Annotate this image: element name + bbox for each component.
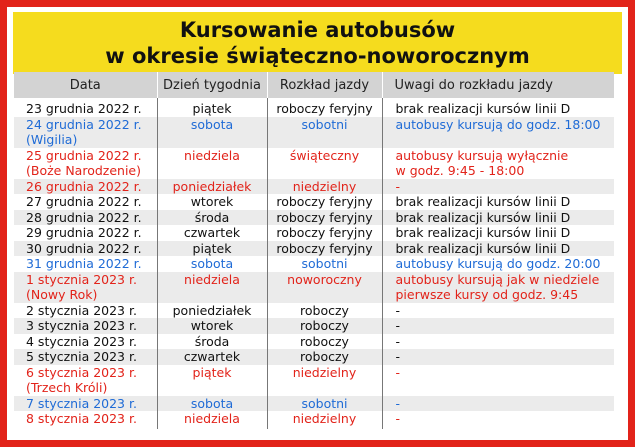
- cell-day-line: środa: [194, 333, 230, 349]
- cell-schedule-line: niedzielny: [292, 411, 357, 426]
- cell-notes-line: -: [395, 178, 401, 194]
- cell-schedule-line: roboczy: [300, 318, 349, 333]
- table-header-row: [14, 72, 614, 98]
- cell-date: [14, 411, 157, 429]
- cell-schedule: [267, 318, 382, 334]
- cell-day: [157, 117, 267, 148]
- cell-day-line: sobota: [190, 395, 234, 411]
- cell-notes-line: -: [395, 333, 401, 349]
- cell-date-line: 3 stycznia 2023 r.: [26, 318, 137, 333]
- cell-day: [157, 349, 267, 365]
- cell-schedule-line: roboczy: [300, 349, 349, 364]
- cell-notes: [382, 179, 614, 195]
- cell-schedule: [267, 210, 382, 226]
- cell-date-line: 8 stycznia 2023 r.: [26, 411, 137, 426]
- cell-day-line: piątek: [192, 364, 232, 380]
- cell-notes: [382, 365, 614, 396]
- cell-date: [14, 334, 157, 350]
- header-notes: Uwagi do rozkładu jazdy: [382, 72, 614, 98]
- cell-date: [14, 365, 157, 396]
- cell-day-line: poniedziałek: [172, 302, 252, 318]
- cell-day: [157, 272, 267, 303]
- table-row: [14, 117, 614, 148]
- cell-schedule-line: roboczy feryjny: [276, 240, 373, 256]
- cell-day: [157, 179, 267, 195]
- cell-day: [157, 194, 267, 210]
- cell-date: [14, 396, 157, 412]
- table-row: [14, 396, 614, 412]
- table-row: [14, 256, 614, 272]
- cell-day: [157, 210, 267, 226]
- table-row: [14, 365, 614, 396]
- schedule-table: [14, 72, 614, 429]
- cell-date: [14, 318, 157, 334]
- header-day: Dzień tygodnia: [157, 72, 267, 98]
- cell-notes: [382, 101, 614, 117]
- cell-notes-line: autobusy kursują do godz. 18:00: [395, 116, 601, 132]
- cell-date-line: 31 grudnia 2022 r.: [26, 256, 142, 271]
- cell-date-line: 30 grudnia 2022 r.: [26, 240, 142, 256]
- cell-schedule: [267, 101, 382, 117]
- cell-schedule-line: noworoczny: [287, 271, 362, 287]
- cell-schedule-line: roboczy feryjny: [276, 209, 373, 225]
- cell-day-line: wtorek: [190, 318, 234, 333]
- table-row: [14, 349, 614, 365]
- table-row: [14, 148, 614, 179]
- table-row: [14, 194, 614, 210]
- cell-notes: [382, 256, 614, 272]
- cell-date: [14, 256, 157, 272]
- cell-schedule-line: sobotni: [301, 116, 348, 132]
- cell-notes: [382, 272, 614, 303]
- cell-day: [157, 396, 267, 412]
- cell-date-line: (Nowy Rok): [26, 287, 98, 302]
- cell-date: [14, 349, 157, 365]
- cell-day-line: czwartek: [183, 349, 241, 364]
- cell-day-line: sobota: [190, 116, 234, 132]
- cell-day-line: sobota: [190, 256, 234, 271]
- cell-schedule: [267, 225, 382, 241]
- cell-notes: [382, 148, 614, 179]
- cell-notes-line: brak realizacji kursów linii D: [395, 225, 571, 240]
- cell-day: [157, 318, 267, 334]
- cell-date-line: 23 grudnia 2022 r.: [26, 101, 142, 116]
- table-row: [14, 179, 614, 195]
- cell-notes: [382, 318, 614, 334]
- table-row: [14, 334, 614, 350]
- cell-notes: [382, 303, 614, 319]
- cell-date-line: 1 stycznia 2023 r.: [26, 271, 137, 287]
- cell-date: [14, 210, 157, 226]
- cell-notes-line: -: [395, 364, 401, 380]
- cell-day-line: wtorek: [190, 194, 234, 209]
- cell-notes: [382, 194, 614, 210]
- cell-date: [14, 225, 157, 241]
- cell-day-line: środa: [194, 209, 230, 225]
- table-row: [14, 272, 614, 303]
- cell-date: [14, 272, 157, 303]
- cell-notes: [382, 411, 614, 429]
- cell-day: [157, 256, 267, 272]
- cell-notes-line: brak realizacji kursów linii D: [395, 209, 571, 225]
- cell-notes-line: brak realizacji kursów linii D: [395, 240, 571, 256]
- cell-schedule: [267, 148, 382, 179]
- header-schedule: Rozkład jazdy: [267, 72, 382, 98]
- cell-day: [157, 225, 267, 241]
- cell-schedule-line: roboczy feryjny: [276, 101, 373, 116]
- cell-schedule: [267, 256, 382, 272]
- table-row: [14, 318, 614, 334]
- cell-schedule: [267, 349, 382, 365]
- cell-schedule: [267, 365, 382, 396]
- cell-day: [157, 303, 267, 319]
- cell-date-line: 5 stycznia 2023 r.: [26, 349, 137, 364]
- cell-day: [157, 411, 267, 429]
- cell-date: [14, 194, 157, 210]
- header-date: Data: [14, 72, 157, 98]
- cell-notes-line: autobusy kursują do godz. 20:00: [395, 256, 601, 271]
- cell-day-line: niedziela: [184, 411, 240, 426]
- cell-notes: [382, 396, 614, 412]
- cell-notes-line: pierwsze kursy od godz. 9:45: [395, 287, 579, 302]
- cell-date-line: 26 grudnia 2022 r.: [26, 178, 142, 194]
- cell-date: [14, 241, 157, 257]
- cell-date-line: 27 grudnia 2022 r.: [26, 194, 142, 209]
- cell-day-line: czwartek: [183, 225, 241, 240]
- cell-schedule: [267, 272, 382, 303]
- cell-day: [157, 148, 267, 179]
- cell-schedule: [267, 117, 382, 148]
- cell-schedule: [267, 334, 382, 350]
- cell-schedule: [267, 194, 382, 210]
- cell-day-line: poniedziałek: [172, 178, 252, 194]
- cell-notes: [382, 349, 614, 365]
- cell-schedule: [267, 179, 382, 195]
- cell-schedule-line: sobotni: [301, 395, 348, 411]
- cell-day-line: piątek: [192, 240, 232, 256]
- cell-notes-line: autobusy kursują jak w niedziele: [395, 271, 600, 287]
- cell-notes-line: w godz. 9:45 - 18:00: [395, 163, 525, 178]
- cell-date-line: 7 stycznia 2023 r.: [26, 395, 137, 411]
- cell-notes-line: autobusy kursują wyłącznie: [395, 147, 569, 163]
- cell-notes-line: -: [395, 411, 401, 426]
- cell-date-line: 6 stycznia 2023 r.: [26, 364, 137, 380]
- cell-notes-line: brak realizacji kursów linii D: [395, 194, 571, 209]
- title-banner: [13, 12, 622, 74]
- cell-date: [14, 101, 157, 117]
- cell-notes: [382, 241, 614, 257]
- cell-schedule-line: roboczy: [300, 302, 349, 318]
- cell-notes: [382, 334, 614, 350]
- cell-notes-line: -: [395, 349, 401, 364]
- table-body: [14, 98, 614, 429]
- table-row: [14, 101, 614, 117]
- cell-notes-line: brak realizacji kursów linii D: [395, 101, 571, 116]
- cell-day-line: niedziela: [184, 147, 240, 163]
- cell-day-line: piątek: [192, 101, 232, 116]
- cell-date: [14, 303, 157, 319]
- cell-schedule: [267, 303, 382, 319]
- cell-schedule-line: świąteczny: [289, 147, 360, 163]
- cell-notes: [382, 210, 614, 226]
- cell-notes-line: -: [395, 395, 401, 411]
- cell-notes-line: -: [395, 318, 401, 333]
- cell-date-line: 2 stycznia 2023 r.: [26, 302, 137, 318]
- cell-schedule-line: niedzielny: [292, 364, 357, 380]
- cell-date-line: (Trzech Króli): [26, 380, 108, 395]
- cell-date-line: (Boże Narodzenie): [26, 163, 141, 178]
- cell-date-line: 28 grudnia 2022 r.: [26, 209, 142, 225]
- cell-day: [157, 101, 267, 117]
- cell-date-line: 24 grudnia 2022 r.: [26, 116, 142, 132]
- cell-date: [14, 117, 157, 148]
- cell-day: [157, 334, 267, 350]
- cell-schedule: [267, 396, 382, 412]
- cell-schedule-line: roboczy: [300, 333, 349, 349]
- cell-day: [157, 365, 267, 396]
- table-row: [14, 411, 614, 429]
- cell-date-line: 4 stycznia 2023 r.: [26, 333, 137, 349]
- table-row: [14, 303, 614, 319]
- table-row: [14, 210, 614, 226]
- table-row: [14, 241, 614, 257]
- cell-schedule-line: roboczy feryjny: [276, 194, 373, 209]
- cell-notes-line: -: [395, 302, 401, 318]
- cell-date-line: (Wigilia): [26, 132, 78, 147]
- cell-date: [14, 179, 157, 195]
- cell-schedule: [267, 241, 382, 257]
- cell-date-line: 29 grudnia 2022 r.: [26, 225, 142, 240]
- cell-schedule-line: sobotni: [301, 256, 348, 271]
- table-row: [14, 225, 614, 241]
- cell-schedule-line: roboczy feryjny: [276, 225, 373, 240]
- cell-schedule-line: niedzielny: [292, 178, 357, 194]
- cell-date: [14, 148, 157, 179]
- cell-notes: [382, 225, 614, 241]
- cell-day: [157, 241, 267, 257]
- cell-day-line: niedziela: [184, 271, 240, 287]
- cell-schedule: [267, 411, 382, 429]
- title-line-2: w okresie świąteczno-noworocznym: [105, 44, 530, 68]
- cell-notes: [382, 117, 614, 148]
- cell-date-line: 25 grudnia 2022 r.: [26, 147, 142, 163]
- title-line-1: Kursowanie autobusów: [179, 18, 456, 42]
